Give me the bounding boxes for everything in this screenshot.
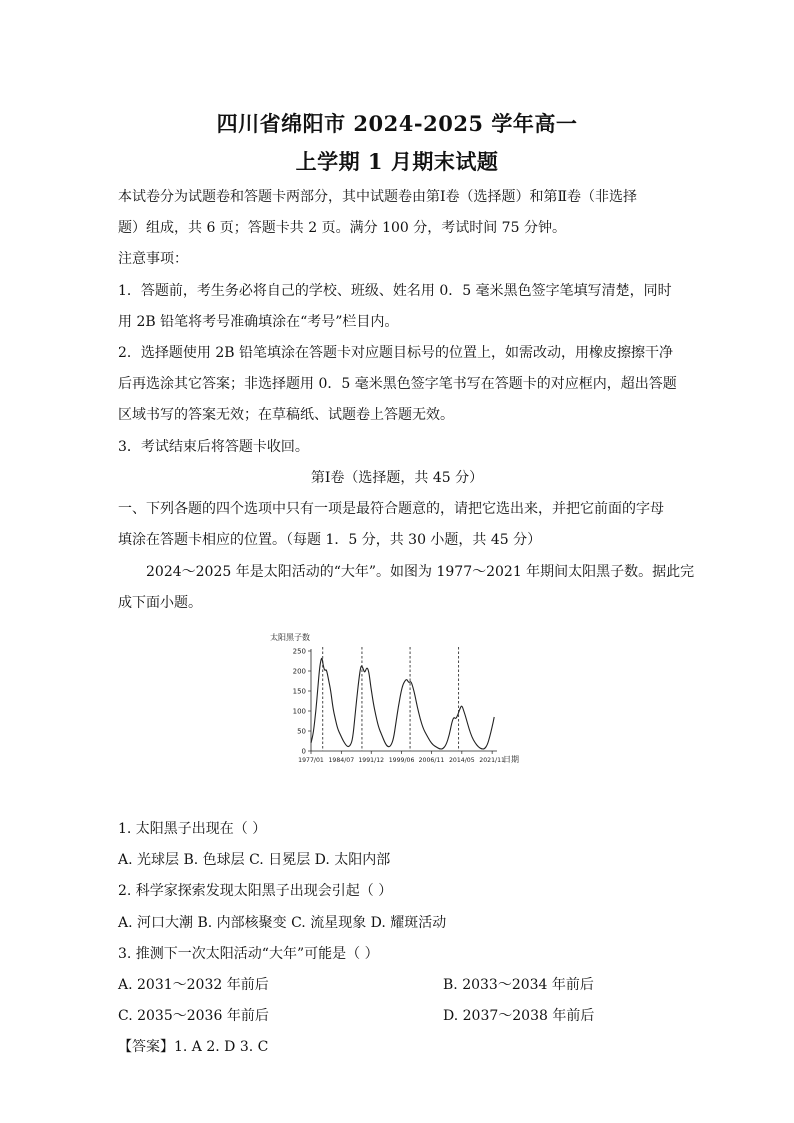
question-3-option-b: B. 2033～2034 年前后	[443, 977, 594, 993]
chart-x-tick-label: 1984/07	[328, 757, 355, 764]
intro-line-1: 本试卷分为试题卷和答题卡两部分，其中试题卷由第Ⅰ卷（选择题）和第Ⅱ卷（非选择	[118, 189, 638, 205]
intro-line-2: 题）组成，共 6 页；答题卡共 2 页。满分 100 分，考试时间 75 分钟。	[118, 220, 566, 236]
note2-line-b: 后再选涂其它答案；非选择题用 0．5 毫米黑色签字笔书写在答题卡的对应框内，超出答题	[118, 376, 677, 392]
note3: 3．考试结束后将答题卡收回。	[118, 439, 309, 455]
note2-line-a: 2．选择题使用 2B 铅笔填涂在答题卡对应题目标号的位置上，如需改动，用橡皮擦擦干净	[118, 345, 674, 361]
exam-title-line1: 四川省绵阳市 2024-2025 学年高一	[216, 111, 578, 136]
question-3: 3. 推测下一次太阳活动“大年”可能是（ ）	[118, 946, 379, 962]
question-stem-a: 2024～2025 年是太阳活动的“大年”。如图为 1977～2021 年期间太阳黑子数。据此完	[146, 564, 695, 580]
question-3-option-d: D. 2037～2038 年前后	[443, 1008, 595, 1024]
chart-ylabel: 太阳黑子数	[270, 633, 310, 642]
note1-line-a: 1．答题前，考生务必将自己的学校、班级、姓名用 0．5 毫米黑色签字笔填写清楚，同时	[118, 283, 672, 299]
chart-y-tick-label: 50	[297, 727, 306, 736]
chart-y-tick-label: 250	[292, 647, 306, 656]
chart-x-tick-label: 2021/11	[479, 757, 506, 764]
chart-x-tick-label: 2014/05	[448, 757, 475, 764]
chart-xlabel: 日期	[503, 755, 519, 764]
part1-instruction-b: 填涂在答题卡相应的位置。（每题 1．5 分，共 30 小题，共 45 分）	[118, 532, 542, 548]
chart-x-tick-label: 1991/12	[358, 757, 385, 764]
question-2-options: A. 河口大潮 B. 内部核聚变 C. 流星现象 D. 耀斑活动	[118, 915, 447, 931]
question-stem-b: 成下面小题。	[118, 595, 202, 611]
chart-x-tick-label: 1977/01	[298, 757, 324, 764]
question-3-option-c: C. 2035～2036 年前后	[118, 1008, 269, 1024]
chart-y-tick-label: 0	[301, 747, 306, 756]
question-1: 1. 太阳黑子出现在（ ）	[118, 821, 267, 837]
question-3-option-a: A. 2031～2032 年前后	[118, 977, 269, 993]
answer-line: 【答案】1. A 2. D 3. C	[118, 1039, 269, 1055]
exam-title-line2: 上学期 1 月期末试题	[295, 149, 499, 174]
chart-y-tick-label: 200	[292, 667, 306, 676]
chart-series-line	[311, 658, 494, 749]
sunspot-chart	[265, 630, 530, 768]
chart-y-tick-label: 100	[292, 707, 306, 716]
chart-x-tick-label: 1999/06	[388, 757, 415, 764]
question-2: 2. 科学家探索发现太阳黑子出现会引起（ ）	[118, 883, 393, 899]
chart-y-tick-label: 150	[292, 687, 306, 696]
note1-line-b: 用 2B 铅笔将考号准确填涂在“考号”栏目内。	[118, 314, 399, 330]
part1-instruction-a: 一、下列各题的四个选项中只有一项是最符合题意的，请把它选出来，并把它前面的字母	[118, 501, 664, 517]
section-title: 第Ⅰ卷（选择题，共 45 分）	[310, 470, 484, 486]
notes-heading: 注意事项：	[118, 251, 188, 267]
chart-x-tick-label: 2006/11	[418, 757, 445, 764]
note2-line-c: 区域书写的答案无效；在草稿纸、试题卷上答题无效。	[118, 407, 454, 423]
question-1-options: A. 光球层 B. 色球层 C. 日冕层 D. 太阳内部	[118, 852, 391, 868]
